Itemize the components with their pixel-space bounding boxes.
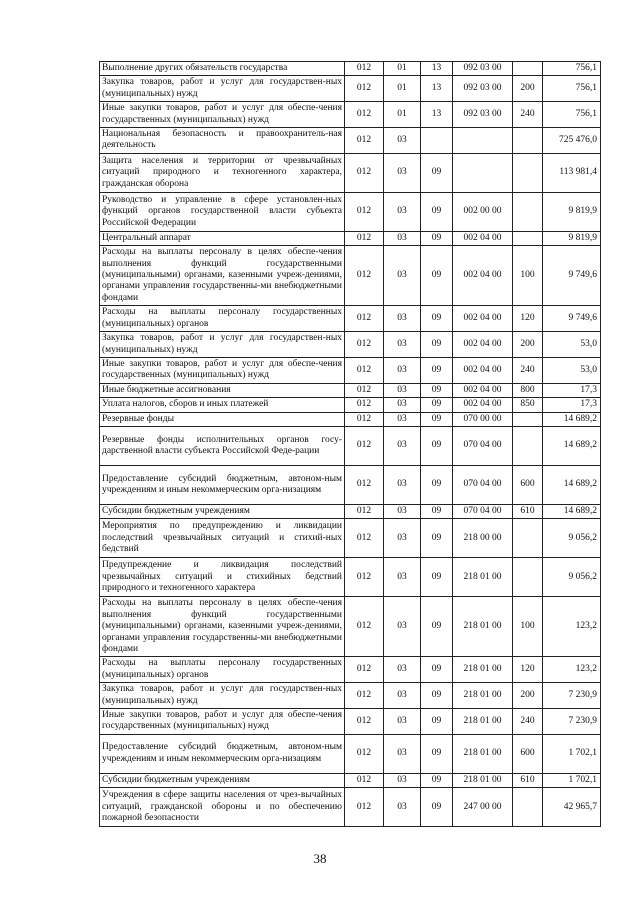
cell-ved: 012 bbox=[345, 62, 384, 76]
cell-ved: 012 bbox=[345, 246, 384, 306]
cell-vr bbox=[513, 788, 543, 827]
cell-pr: 13 bbox=[421, 62, 453, 76]
cell-rz: 03 bbox=[384, 558, 421, 597]
cell-rz: 03 bbox=[384, 231, 421, 245]
cell-rz: 03 bbox=[384, 597, 421, 657]
cell-rz: 03 bbox=[384, 788, 421, 827]
cell-sum: 9 749,6 bbox=[543, 306, 601, 332]
cell-ved: 012 bbox=[345, 657, 384, 683]
cell-rz: 03 bbox=[384, 332, 421, 358]
table-row bbox=[100, 734, 601, 773]
table-row bbox=[100, 519, 601, 558]
cell-csr: 218 01 00 bbox=[453, 657, 513, 683]
budget-table bbox=[99, 61, 601, 827]
cell-ved: 012 bbox=[345, 153, 384, 192]
cell-vr: 200 bbox=[513, 332, 543, 358]
cell-vr: 610 bbox=[513, 773, 543, 787]
cell-vr: 100 bbox=[513, 246, 543, 306]
cell-csr: 070 04 00 bbox=[453, 426, 513, 465]
cell-ved: 012 bbox=[345, 332, 384, 358]
cell-rz: 03 bbox=[384, 246, 421, 306]
cell-pr: 09 bbox=[421, 465, 453, 504]
cell-sum: 9 056,2 bbox=[543, 519, 601, 558]
cell-sum: 1 702,1 bbox=[543, 734, 601, 773]
cell-pr: 09 bbox=[421, 773, 453, 787]
cell-ved: 012 bbox=[345, 412, 384, 426]
cell-pr: 09 bbox=[421, 709, 453, 735]
cell-pr: 09 bbox=[421, 412, 453, 426]
cell-rz: 03 bbox=[384, 306, 421, 332]
cell-name: Закупка товаров, работ и услуг для государствен-ных (муниципальных) нужд bbox=[100, 76, 345, 102]
cell-vr: 240 bbox=[513, 709, 543, 735]
cell-ved: 012 bbox=[345, 773, 384, 787]
cell-pr: 09 bbox=[421, 192, 453, 231]
cell-sum: 9 819,9 bbox=[543, 231, 601, 245]
cell-vr: 610 bbox=[513, 504, 543, 518]
table-row bbox=[100, 398, 601, 412]
cell-sum: 756,1 bbox=[543, 62, 601, 76]
cell-csr: 218 01 00 bbox=[453, 734, 513, 773]
cell-vr bbox=[513, 153, 543, 192]
cell-pr: 09 bbox=[421, 426, 453, 465]
cell-csr: 218 01 00 bbox=[453, 558, 513, 597]
cell-csr: 218 01 00 bbox=[453, 683, 513, 709]
cell-sum: 1 702,1 bbox=[543, 773, 601, 787]
cell-sum: 756,1 bbox=[543, 76, 601, 102]
cell-csr: 002 04 00 bbox=[453, 383, 513, 397]
cell-name: Уплата налогов, сборов и иных платежей bbox=[100, 398, 345, 412]
table-row bbox=[100, 62, 601, 76]
cell-ved: 012 bbox=[345, 192, 384, 231]
table-row bbox=[100, 788, 601, 827]
cell-ved: 012 bbox=[345, 558, 384, 597]
cell-rz: 03 bbox=[384, 465, 421, 504]
cell-name: Национальная безопасность и правоохранитель-ная деятельность bbox=[100, 128, 345, 154]
cell-rz: 03 bbox=[384, 153, 421, 192]
cell-name: Предоставление субсидий бюджетным, автоном-ным учреждениям и иным некоммерческим орга-низациям bbox=[100, 465, 345, 504]
cell-csr bbox=[453, 128, 513, 154]
cell-name: Закупка товаров, работ и услуг для государствен-ных (муниципальных) нужд bbox=[100, 683, 345, 709]
cell-name: Резервные фонды bbox=[100, 412, 345, 426]
cell-vr: 120 bbox=[513, 306, 543, 332]
cell-ved: 012 bbox=[345, 357, 384, 383]
cell-name: Расходы на выплаты персоналу в целях обеспе-чения выполнения функций государственными (муниципальными) органами, казенными учреж-дениями, органами управления государственны-ми внебюджетными фондами bbox=[100, 246, 345, 306]
cell-rz: 03 bbox=[384, 426, 421, 465]
cell-csr: 002 04 00 bbox=[453, 332, 513, 358]
cell-rz: 03 bbox=[384, 519, 421, 558]
cell-vr: 850 bbox=[513, 398, 543, 412]
cell-vr: 200 bbox=[513, 76, 543, 102]
cell-name: Предоставление субсидий бюджетным, автоном-ным учреждениям и иным некоммерческим орга-низациям bbox=[100, 734, 345, 773]
cell-name: Иные закупки товаров, работ и услуг для обеспе-чения государственных (муниципальных) нужд bbox=[100, 709, 345, 735]
cell-name: Расходы на выплаты персоналу государственных (муниципальных) органов bbox=[100, 306, 345, 332]
cell-csr: 002 04 00 bbox=[453, 357, 513, 383]
cell-ved: 012 bbox=[345, 683, 384, 709]
cell-rz: 03 bbox=[384, 773, 421, 787]
cell-rz: 03 bbox=[384, 412, 421, 426]
cell-vr bbox=[513, 62, 543, 76]
cell-pr: 09 bbox=[421, 558, 453, 597]
cell-rz: 03 bbox=[384, 357, 421, 383]
cell-ved: 012 bbox=[345, 597, 384, 657]
cell-sum: 53,0 bbox=[543, 332, 601, 358]
cell-sum: 123,2 bbox=[543, 597, 601, 657]
cell-sum: 113 981,4 bbox=[543, 153, 601, 192]
cell-vr bbox=[513, 412, 543, 426]
cell-vr bbox=[513, 426, 543, 465]
cell-pr: 09 bbox=[421, 519, 453, 558]
cell-name: Защита населения и территории от чрезвычайных ситуаций природного и техногенного характера, гражданская оборона bbox=[100, 153, 345, 192]
table-row bbox=[100, 332, 601, 358]
cell-ved: 012 bbox=[345, 504, 384, 518]
cell-sum: 53,0 bbox=[543, 357, 601, 383]
cell-ved: 012 bbox=[345, 76, 384, 102]
cell-sum: 7 230,9 bbox=[543, 709, 601, 735]
cell-name: Центральный аппарат bbox=[100, 231, 345, 245]
cell-vr bbox=[513, 558, 543, 597]
cell-ved: 012 bbox=[345, 383, 384, 397]
cell-ved: 012 bbox=[345, 231, 384, 245]
cell-csr: 218 01 00 bbox=[453, 709, 513, 735]
cell-csr: 002 04 00 bbox=[453, 398, 513, 412]
cell-pr: 09 bbox=[421, 357, 453, 383]
cell-pr: 13 bbox=[421, 76, 453, 102]
cell-ved: 012 bbox=[345, 734, 384, 773]
cell-sum: 42 965,7 bbox=[543, 788, 601, 827]
cell-sum: 756,1 bbox=[543, 102, 601, 128]
cell-vr: 100 bbox=[513, 597, 543, 657]
cell-pr: 09 bbox=[421, 306, 453, 332]
cell-ved: 012 bbox=[345, 519, 384, 558]
cell-name: Субсидии бюджетным учреждениям bbox=[100, 773, 345, 787]
cell-ved: 012 bbox=[345, 709, 384, 735]
cell-ved: 012 bbox=[345, 788, 384, 827]
cell-rz: 03 bbox=[384, 383, 421, 397]
table-row bbox=[100, 246, 601, 306]
table-row bbox=[100, 558, 601, 597]
cell-csr: 218 01 00 bbox=[453, 597, 513, 657]
table-row bbox=[100, 504, 601, 518]
cell-name: Закупка товаров, работ и услуг для государствен-ных (муниципальных) нужд bbox=[100, 332, 345, 358]
table-row bbox=[100, 426, 601, 465]
table-row bbox=[100, 357, 601, 383]
cell-name: Иные бюджетные ассигнования bbox=[100, 383, 345, 397]
cell-ved: 012 bbox=[345, 306, 384, 332]
table-row bbox=[100, 231, 601, 245]
cell-pr: 09 bbox=[421, 788, 453, 827]
cell-csr: 070 04 00 bbox=[453, 465, 513, 504]
cell-pr: 09 bbox=[421, 383, 453, 397]
cell-vr bbox=[513, 231, 543, 245]
cell-sum: 14 689,2 bbox=[543, 426, 601, 465]
cell-name: Учреждения в сфере защиты населения от чрез-вычайных ситуаций, гражданской обороны и по обеспечению пожарной безопасности bbox=[100, 788, 345, 827]
cell-csr: 070 00 00 bbox=[453, 412, 513, 426]
cell-sum: 9 056,2 bbox=[543, 558, 601, 597]
cell-csr: 002 00 00 bbox=[453, 192, 513, 231]
cell-pr: 09 bbox=[421, 683, 453, 709]
cell-rz: 03 bbox=[384, 128, 421, 154]
cell-vr bbox=[513, 192, 543, 231]
cell-sum: 123,2 bbox=[543, 657, 601, 683]
cell-name: Субсидии бюджетным учреждениям bbox=[100, 504, 345, 518]
table-row bbox=[100, 657, 601, 683]
cell-sum: 14 689,2 bbox=[543, 504, 601, 518]
table-row bbox=[100, 153, 601, 192]
cell-vr bbox=[513, 128, 543, 154]
cell-rz: 01 bbox=[384, 62, 421, 76]
cell-csr: 092 03 00 bbox=[453, 62, 513, 76]
table-row bbox=[100, 683, 601, 709]
table-row bbox=[100, 306, 601, 332]
cell-pr: 09 bbox=[421, 246, 453, 306]
cell-name: Выполнение других обязательств государства bbox=[100, 62, 345, 76]
cell-vr bbox=[513, 519, 543, 558]
cell-pr: 09 bbox=[421, 332, 453, 358]
cell-sum: 17,3 bbox=[543, 398, 601, 412]
table-row bbox=[100, 128, 601, 154]
table-row bbox=[100, 76, 601, 102]
cell-ved: 012 bbox=[345, 426, 384, 465]
cell-csr: 070 04 00 bbox=[453, 504, 513, 518]
cell-pr: 09 bbox=[421, 734, 453, 773]
cell-vr: 240 bbox=[513, 102, 543, 128]
cell-ved: 012 bbox=[345, 102, 384, 128]
cell-csr bbox=[453, 153, 513, 192]
cell-pr: 09 bbox=[421, 153, 453, 192]
cell-pr: 09 bbox=[421, 231, 453, 245]
cell-vr: 600 bbox=[513, 734, 543, 773]
cell-csr: 092 03 00 bbox=[453, 102, 513, 128]
table-row bbox=[100, 465, 601, 504]
cell-rz: 03 bbox=[384, 709, 421, 735]
cell-pr: 09 bbox=[421, 504, 453, 518]
cell-sum: 14 689,2 bbox=[543, 465, 601, 504]
cell-sum: 7 230,9 bbox=[543, 683, 601, 709]
cell-sum: 17,3 bbox=[543, 383, 601, 397]
cell-rz: 03 bbox=[384, 683, 421, 709]
cell-name: Иные закупки товаров, работ и услуг для обеспе-чения государственных (муниципальных) нужд bbox=[100, 102, 345, 128]
cell-name: Руководство и управление в сфере установлен-ных функций органов государственной власти субъекта Российской Федерации bbox=[100, 192, 345, 231]
cell-name: Расходы на выплаты персоналу в целях обеспе-чения выполнения функций государственными (муниципальными) органами, казенными учреж-дениями, органами управления государственны-ми внебюджетными фондами bbox=[100, 597, 345, 657]
cell-csr: 002 04 00 bbox=[453, 306, 513, 332]
cell-rz: 01 bbox=[384, 76, 421, 102]
cell-name: Иные закупки товаров, работ и услуг для обеспе-чения государственных (муниципальных) нужд bbox=[100, 357, 345, 383]
cell-rz: 03 bbox=[384, 398, 421, 412]
cell-csr: 218 01 00 bbox=[453, 773, 513, 787]
page-number: 38 bbox=[313, 851, 327, 866]
cell-pr bbox=[421, 128, 453, 154]
cell-csr: 247 00 00 bbox=[453, 788, 513, 827]
cell-pr: 09 bbox=[421, 597, 453, 657]
cell-ved: 012 bbox=[345, 465, 384, 504]
table-body bbox=[100, 62, 601, 827]
cell-name: Мероприятия по предупреждению и ликвидации последствий чрезвычайных ситуаций и стихий-ных бедствий bbox=[100, 519, 345, 558]
table-row bbox=[100, 597, 601, 657]
cell-rz: 03 bbox=[384, 192, 421, 231]
cell-ved: 012 bbox=[345, 128, 384, 154]
cell-vr: 800 bbox=[513, 383, 543, 397]
table-row bbox=[100, 102, 601, 128]
cell-vr: 240 bbox=[513, 357, 543, 383]
cell-vr: 200 bbox=[513, 683, 543, 709]
table-row bbox=[100, 709, 601, 735]
cell-vr: 600 bbox=[513, 465, 543, 504]
cell-csr: 218 00 00 bbox=[453, 519, 513, 558]
cell-csr: 092 03 00 bbox=[453, 76, 513, 102]
cell-csr: 002 04 00 bbox=[453, 246, 513, 306]
cell-sum: 14 689,2 bbox=[543, 412, 601, 426]
cell-name: Предупреждение и ликвидация последствий чрезвычайных ситуаций и стихийных бедствий природного и техногенного характера bbox=[100, 558, 345, 597]
cell-rz: 03 bbox=[384, 657, 421, 683]
cell-name: Резервные фонды исполнительных органов госу-дарственной власти субъекта Российской Феде-рации bbox=[100, 426, 345, 465]
cell-vr: 120 bbox=[513, 657, 543, 683]
cell-pr: 09 bbox=[421, 657, 453, 683]
cell-sum: 9 819,9 bbox=[543, 192, 601, 231]
cell-rz: 03 bbox=[384, 504, 421, 518]
cell-sum: 725 476,0 bbox=[543, 128, 601, 154]
table-row bbox=[100, 192, 601, 231]
cell-sum: 9 749,6 bbox=[543, 246, 601, 306]
cell-rz: 03 bbox=[384, 734, 421, 773]
cell-pr: 09 bbox=[421, 398, 453, 412]
cell-name: Расходы на выплаты персоналу государственных (муниципальных) органов bbox=[100, 657, 345, 683]
table-row bbox=[100, 412, 601, 426]
cell-pr: 13 bbox=[421, 102, 453, 128]
cell-rz: 01 bbox=[384, 102, 421, 128]
table-row bbox=[100, 773, 601, 787]
table-row bbox=[100, 383, 601, 397]
cell-csr: 002 04 00 bbox=[453, 231, 513, 245]
cell-ved: 012 bbox=[345, 398, 384, 412]
